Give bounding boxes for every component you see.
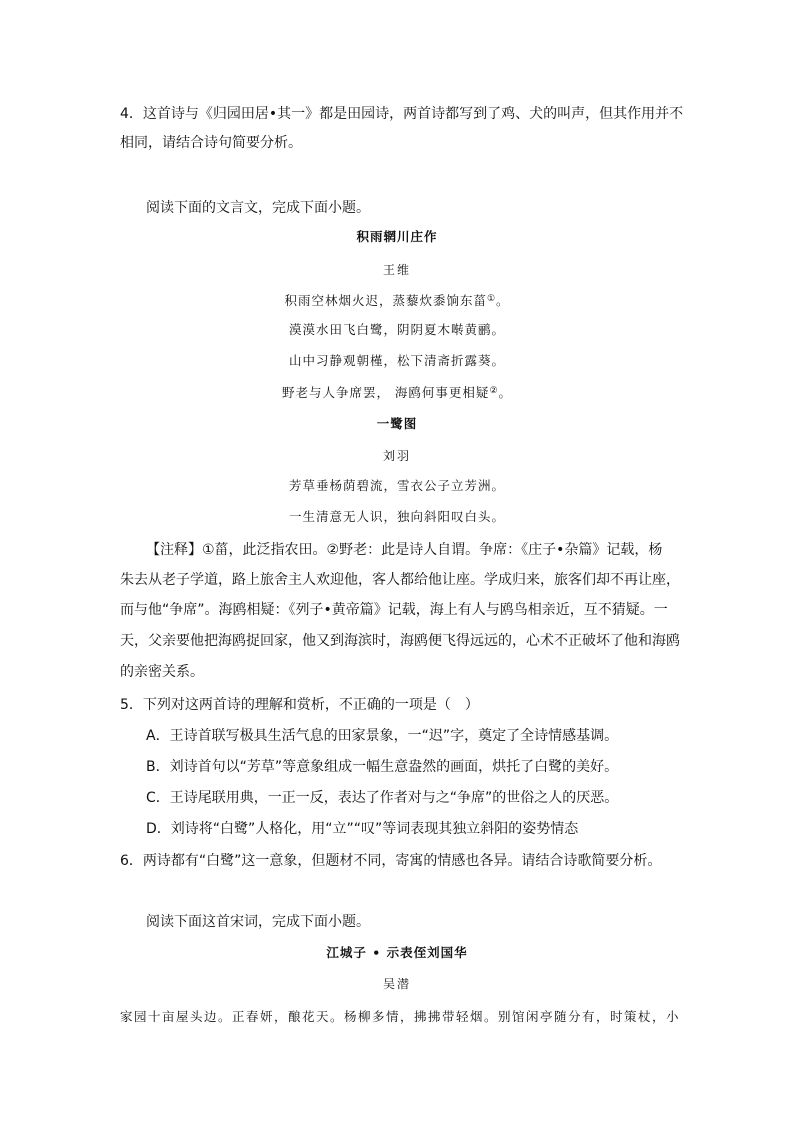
reading-instruction-2: 阅读下面这首宋词，完成下面小题。 [146, 914, 370, 930]
song-ci-line: 家园十亩屋头边。正春妍，酿花天。杨柳多情，拂拂带轻烟。别馆闲亭随分有，时策杖，小 [120, 1009, 681, 1024]
poem-1-line-end: 。 [496, 293, 510, 308]
poem-2-author: 刘羽 [382, 449, 411, 463]
poem-2-line: 一生清意无人识，独向斜阳叹白头。 [288, 509, 505, 524]
notes-line: 朱去从老子学道，路上旅舍主人欢迎他，客人都给他让座。学成归来，旅客们却不再让座， [120, 572, 680, 588]
poem-1-line-end: 。 [498, 385, 513, 400]
question-6: 6．两诗都有“白鹭”这一意象，但题材不同，寄寓的情感也各异。请结合诗歌简要分析。 [120, 853, 662, 869]
poem-2-title: 一鹭图 [376, 416, 418, 431]
poem-1-line-text: 积雨空林烟火迟，蒸藜炊黍饷东菑 [284, 293, 487, 308]
poem-1-line: 漠漠水田飞白鹭，阴阴夏木啭黄鹂。 [288, 322, 505, 337]
notes-line: 【注释】①菑，此泛指农田。②野老：此是诗人自谓。争席：《庄子•杂篇》记载，杨 [146, 542, 663, 558]
footnote-mark: ① [486, 294, 497, 304]
poem-2-line: 芳草垂杨荫碧流，雪衣公子立芳洲。 [288, 478, 505, 493]
reading-instruction: 阅读下面的文言文，完成下面小题。 [146, 200, 370, 216]
question-4-line-2: 相同，请结合诗句简要分析。 [120, 135, 302, 151]
poem-1-author: 王维 [382, 263, 411, 277]
notes-line: 的亲密关系。 [120, 664, 204, 680]
question-5-option-a: A．王诗首联写极具生活气息的田家景象，一“迟”字，奠定了全诗情感基调。 [146, 728, 619, 744]
question-5-option-b: B．刘诗首句以“芳草”等意象组成一幅生意盎然的画面，烘托了白鹭的美好。 [146, 759, 619, 775]
poem-1-line-text: 野老与人争席罢， 海鸥何事更相疑 [281, 385, 490, 400]
question-5-option-c: C．王诗尾联用典，一正一反，表达了作者对与之“争席”的世俗之人的厌恶。 [146, 790, 619, 806]
footnote-mark: ② [489, 386, 499, 396]
song-ci-title: 江城子 • 示表侄刘国华 [326, 945, 468, 960]
question-5-option-d: D．刘诗将“白鹭”人格化，用“立”“叹”等词表现其独立斜阳的姿势情态 [146, 821, 579, 837]
notes-line: 而与他“争席”。海鸥相疑：《列子•黄帝篇》记载，海上有人与鸥鸟相亲近，互不猜疑。一 [120, 602, 668, 618]
question-5-stem: 5．下列对这两首诗的理解和赏析，不正确的一项是（ ） [120, 697, 479, 713]
poem-1-line [0, 381, 794, 403]
poem-1-title: 积雨辋川庄作 [356, 229, 438, 244]
poem-1-line [0, 289, 794, 311]
notes-line: 天，父亲要他把海鸥捉回家，他又到海滨时，海鸥便飞得远远的，心术不正破坏了他和海鸥 [120, 633, 680, 649]
song-ci-author: 吴潜 [382, 977, 411, 991]
poem-1-line: 山中习静观朝槿，松下清斋折露葵。 [288, 353, 505, 368]
question-4-line-1: 4．这首诗与《归园田居•其一》都是田园诗，两首诗都写到了鸡、犬的叫声，但其作用并不 [120, 106, 684, 122]
